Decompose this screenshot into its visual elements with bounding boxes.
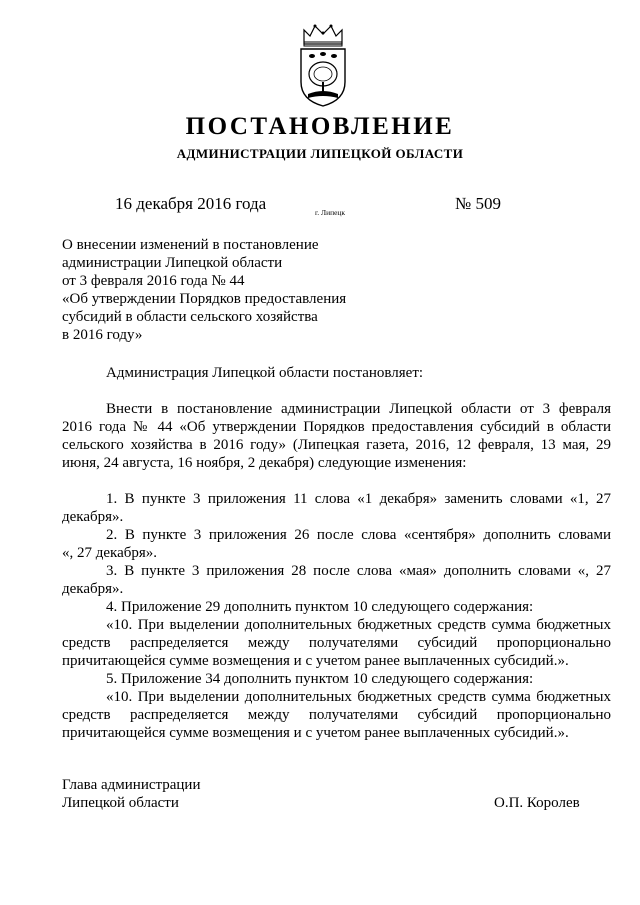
item-line: 5. Приложение 34 дополнить пунктом 10 следующего содержания: — [106, 671, 534, 687]
item-line: 1. В пункте 3 приложения 11 слова «1 декабря» заменить словами «1, 27 — [106, 491, 611, 507]
about-line: от 3 февраля 2016 года № 44 — [62, 273, 245, 289]
signature-position-line: Глава администрации — [62, 777, 201, 793]
document-number: № 509 — [455, 194, 501, 213]
intro-line: Внести в постановление администрации Липецкой области от 3 февраля — [106, 401, 611, 417]
item-line: средств распределяется между получателями субсидий пропорционально — [62, 635, 611, 651]
item-line: 2. В пункте 3 приложения 26 после слова «сентября» дополнить словами — [106, 527, 611, 543]
signature-position — [62, 776, 200, 812]
item-line: 3. В пункте 3 приложения 28 после слова «мая» дополнить словами «, 27 — [106, 563, 611, 579]
item-line: причитающейся сумме возмещения и с учетом ранее выплаченных субсидий.». — [62, 725, 569, 741]
intro-line: 2016 года № 44 «Об утверждении Порядков предоставления субсидий в области — [62, 419, 611, 435]
document-subtitle: АДМИНИСТРАЦИИ ЛИПЕЦКОЙ ОБЛАСТИ — [176, 146, 464, 161]
coat-of-arms-icon — [296, 22, 350, 108]
signature-position-line: Липецкой области — [62, 795, 179, 811]
preamble: Администрация Липецкой области постановляет: — [106, 365, 424, 381]
about-line: администрации Липецкой области — [62, 255, 283, 271]
item-line: «, 27 декабря». — [62, 545, 158, 561]
item-line: «10. При выделении дополнительных бюджетных средств сумма бюджетных — [106, 617, 611, 633]
item-line: средств распределяется между получателями субсидий пропорционально — [62, 707, 611, 723]
document-title: ПОСТАНОВЛЕНИЕ — [185, 113, 455, 140]
item-line: декабря». — [62, 509, 124, 525]
intro-line: июня, 24 августа, 16 ноября, 2 декабря) следующие изменения: — [62, 455, 467, 471]
about-line: субсидий в области сельского хозяйства — [62, 309, 318, 325]
item-line: декабря». — [62, 581, 124, 597]
document-about — [62, 236, 402, 344]
about-line: в 2016 году» — [62, 327, 143, 343]
document-date: 16 декабря 2016 года — [115, 194, 267, 213]
about-line: О внесении изменений в постановление — [62, 237, 319, 253]
intro-line: сельского хозяйства в 2016 году» (Липецкая газета, 2016, 12 февраля, 13 мая, 29 — [62, 437, 611, 453]
item-line: «10. При выделении дополнительных бюджетных средств сумма бюджетных — [106, 689, 611, 705]
signature-name: О.П. Королев — [494, 795, 580, 811]
item-line: 4. Приложение 29 дополнить пунктом 10 следующего содержания: — [106, 599, 534, 615]
about-line: «Об утверждении Порядков предоставления — [62, 291, 347, 307]
item-line: причитающейся сумме возмещения и с учетом ранее выплаченных субсидий.». — [62, 653, 569, 669]
document-city: г. Липецк — [315, 208, 346, 217]
